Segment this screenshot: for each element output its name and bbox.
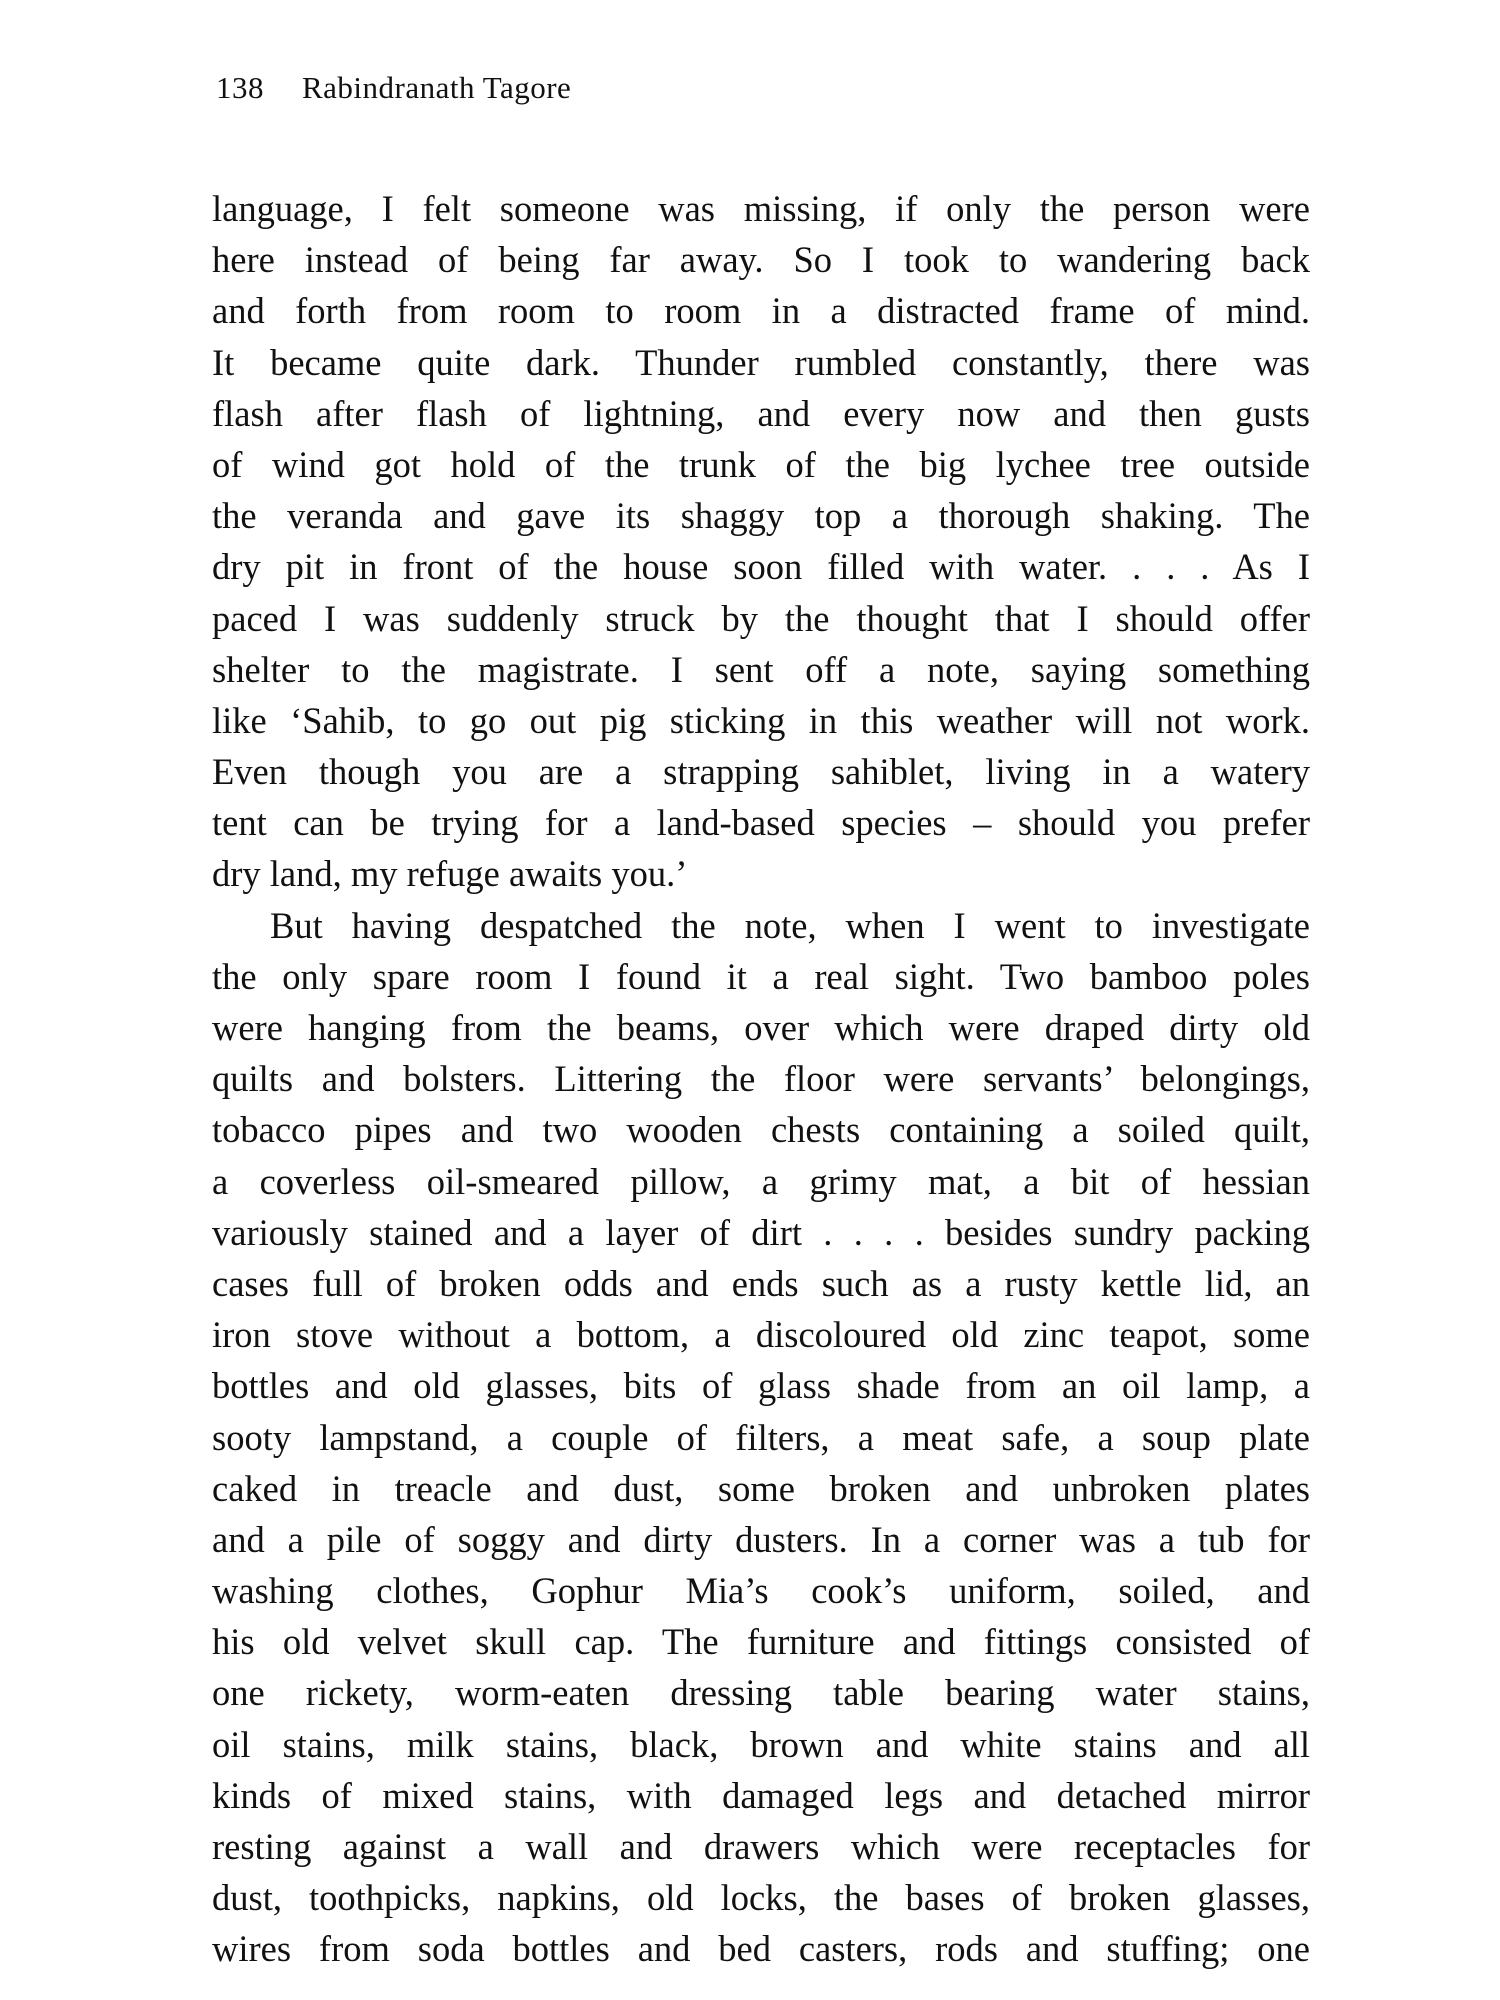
text-line: tent can be trying for a land-based species – should you prefer xyxy=(212,802,1310,844)
running-title: Rabindranath Tagore xyxy=(302,70,572,105)
text-line: here instead of being far away. So I took to wandering back xyxy=(212,239,1310,281)
text-line: But having despatched the note, when I went to investigate xyxy=(270,904,1310,946)
text-line: flash after flash of lightning, and every now and then gusts xyxy=(212,392,1310,434)
text-line: iron stove without a bottom, a discoloured old zinc teapot, some xyxy=(212,1314,1310,1356)
text-line: and forth from room to room in a distracted frame of mind. xyxy=(212,290,1310,332)
text-line: variously stained and a layer of dirt . . . . besides sundry packing xyxy=(212,1211,1310,1253)
page-number: 138 xyxy=(216,70,264,105)
text-line: wires from soda bottles and bed casters, rods and stuffing; one xyxy=(212,1928,1310,1970)
text-line: dust, toothpicks, napkins, old locks, the bases of broken glasses, xyxy=(212,1877,1310,1919)
text-line: cases full of broken odds and ends such as a rusty kettle lid, an xyxy=(212,1262,1310,1304)
text-line: quilts and bolsters. Littering the floor were servants’ belongings, xyxy=(212,1058,1310,1100)
text-line: caked in treacle and dust, some broken and unbroken plates xyxy=(212,1467,1310,1509)
text-line: sooty lampstand, a couple of filters, a meat safe, a soup plate xyxy=(212,1416,1310,1458)
text-line: oil stains, milk stains, black, brown and white stains and all xyxy=(212,1723,1310,1765)
page-body xyxy=(212,183,1310,1975)
text-line: language, I felt someone was missing, if only the person were xyxy=(212,188,1310,229)
paragraph-1 xyxy=(212,183,1310,900)
paragraph-2 xyxy=(212,900,1310,1975)
text-line: his old velvet skull cap. The furniture and fittings consisted of xyxy=(212,1621,1310,1663)
text-line: It became quite dark. Thunder rumbled constantly, there was xyxy=(212,341,1310,383)
text-line: shelter to the magistrate. I sent off a note, saying something xyxy=(212,648,1310,690)
text-line: the veranda and gave its shaggy top a thorough shaking. The xyxy=(212,495,1310,537)
text-line: paced I was suddenly struck by the thought that I should offer xyxy=(212,597,1310,639)
text-line: washing clothes, Gophur Mia’s cook’s uniform, soiled, and xyxy=(212,1570,1310,1612)
text-line: tobacco pipes and two wooden chests containing a soiled quilt, xyxy=(212,1109,1310,1151)
text-line: a coverless oil-smeared pillow, a grimy mat, a bit of hessian xyxy=(212,1160,1310,1202)
text-line: of wind got hold of the trunk of the big lychee tree outside xyxy=(212,443,1310,485)
text-line: dry land, my refuge awaits you.’ xyxy=(212,853,688,895)
text-line: the only spare room I found it a real sight. Two bamboo poles xyxy=(212,955,1310,997)
text-line: like ‘Sahib, to go out pig sticking in this weather will not work. xyxy=(212,699,1310,741)
text-line: one rickety, worm-eaten dressing table bearing water stains, xyxy=(212,1672,1310,1714)
text-line: dry pit in front of the house soon filled with water. . . . As I xyxy=(212,546,1310,588)
text-line: were hanging from the beams, over which were draped dirty old xyxy=(212,1007,1310,1048)
text-line: kinds of mixed stains, with damaged legs and detached mirror xyxy=(212,1774,1310,1816)
running-head xyxy=(216,70,571,106)
text-line: bottles and old glasses, bits of glass shade from an oil lamp, a xyxy=(212,1365,1310,1407)
text-line: and a pile of soggy and dirty dusters. In a corner was a tub for xyxy=(212,1518,1310,1560)
text-line: resting against a wall and drawers which were receptacles for xyxy=(212,1826,1310,1867)
text-line: Even though you are a strapping sahiblet, living in a watery xyxy=(212,751,1310,793)
